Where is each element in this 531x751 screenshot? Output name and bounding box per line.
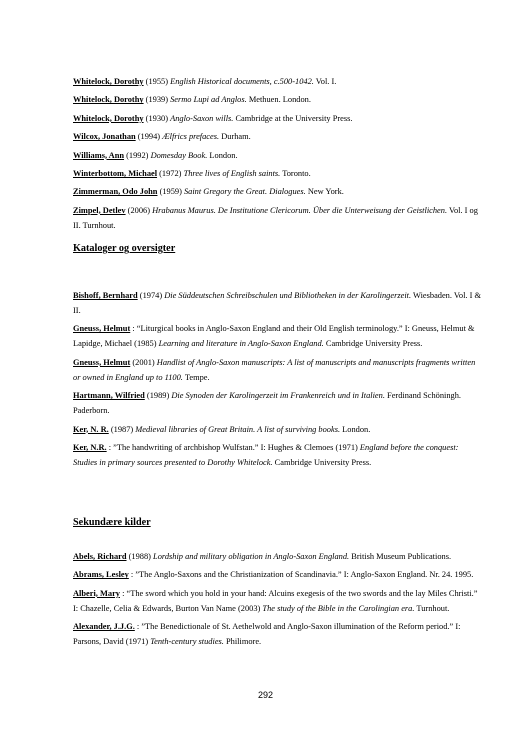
- entry-text: Turnhout.: [414, 603, 450, 613]
- entry-text: London.: [207, 150, 238, 160]
- entry-author: Abels, Richard: [73, 552, 127, 561]
- entry-author: Gneuss, Helmut: [73, 324, 131, 334]
- entry-text: New York.: [305, 187, 344, 197]
- entry-author: Winterbottom, Michael: [73, 168, 158, 178]
- entry-title: Ælfrics prefaces.: [162, 132, 220, 142]
- entry-title: Anglo-Saxon wills.: [170, 113, 234, 123]
- entry-author: Whitelock, Dorothy: [73, 95, 144, 105]
- entry-author: Whitelock, Dorothy: [73, 113, 144, 123]
- bibliography-entry: [73, 549, 483, 564]
- bibliography-entry: [73, 321, 483, 351]
- entry-text: Wiesbaden. Vol. I & II.: [73, 291, 481, 315]
- entry-text: British Museum Publications.: [349, 552, 452, 561]
- page-number: 292: [257, 690, 274, 700]
- bibliography-entry: [73, 440, 483, 470]
- entry-title: Tenth-century studies.: [150, 637, 224, 647]
- entry-text: (2001): [130, 357, 157, 367]
- bibliography-entry: [73, 355, 483, 385]
- section-heading-kataloger: Kataloger og oversigter: [73, 243, 176, 254]
- entry-author: Gneuss, Helmut: [73, 357, 131, 367]
- entry-text: : ”The Anglo-Saxons and the Christianization of Scandinavia.” I: Anglo-Saxon England. Nr. 24. 1995.: [128, 570, 474, 580]
- entry-text: Vol. I og II. Turnhout.: [73, 205, 478, 230]
- entry-text: Cambridge University Press.: [323, 339, 423, 349]
- entry-author: Ker, N.R.: [73, 442, 107, 452]
- bibliography-list-catalogues: [73, 288, 483, 470]
- bibliography-entry: [73, 129, 483, 144]
- entry-text: (1930): [143, 113, 171, 123]
- entry-text: : “Liturgical books in Anglo-Saxon England and their Old English terminology.” I: Gneuss, Helmut & Lapidge, Michael (1985): [73, 324, 475, 349]
- entry-title: Learning and literature in Anglo-Saxon England.: [158, 339, 324, 349]
- bibliography-entry: [73, 148, 483, 163]
- bibliography-entry: [73, 203, 483, 233]
- entry-text: (2006): [125, 205, 153, 215]
- entry-title: Sermo Lupi ad Anglos.: [170, 95, 247, 105]
- entry-text: Toronto.: [280, 168, 311, 178]
- entry-text: (1987): [108, 424, 136, 434]
- section-heading-sekundaere: Sekundære kilder: [73, 517, 151, 528]
- entry-text: (1974): [137, 291, 165, 300]
- entry-text: : “The sword which you hold in your hand: Alcuins exegesis of the two swords and the lay Miles Christi.” I: Chazelle, Celia & Edwards, Burton Van Name (2003): [73, 588, 478, 613]
- entry-text: (1992): [124, 150, 151, 160]
- entry-title: Hrabanus Maurus. De Institutione Clericorum. Über die Unterweisung der Geistlichen.: [152, 205, 448, 215]
- bibliography-list-primary: [73, 74, 483, 233]
- entry-text: London.: [340, 424, 371, 434]
- bibliography-list-secondary: [73, 549, 483, 649]
- entry-text: (1939): [143, 95, 171, 105]
- entry-text: Durham.: [219, 132, 251, 142]
- entry-title: Handlist of Anglo-Saxon manuscripts: A list of manuscripts and manuscripts fragments written or owned in England up to 1100.: [73, 357, 476, 382]
- bibliography-entry: [73, 74, 483, 89]
- entry-author: Hartmann, Wilfried: [73, 391, 145, 401]
- entry-author: Bishoff, Bernhard: [73, 291, 138, 300]
- entry-text: (1994): [135, 132, 163, 142]
- entry-text: Philimore.: [223, 637, 262, 647]
- entry-text: Methuen. London.: [246, 95, 311, 105]
- entry-author: Wilcox, Jonathan: [73, 132, 136, 142]
- entry-text: (1989): [144, 391, 172, 401]
- entry-author: Alberi, Mary: [73, 588, 120, 598]
- bibliography-entry: [73, 92, 483, 107]
- entry-author: Abrams, Lesley: [73, 570, 129, 580]
- bibliography-entry: [73, 388, 483, 418]
- bibliography-entry: [73, 619, 483, 649]
- entry-title: The study of the Bible in the Carolingian era.: [262, 603, 415, 613]
- entry-text: Ferdinand Schöningh. Paderborn.: [73, 391, 462, 416]
- entry-author: Zimmerman, Odo John: [73, 187, 158, 197]
- bibliography-entry: [73, 111, 483, 126]
- entry-text: Cambridge at the University Press.: [233, 113, 353, 123]
- entry-text: Tempe.: [182, 372, 210, 382]
- entry-author: Zimpel, Detlev: [73, 205, 126, 215]
- entry-title: Die Synoden der Karolingerzeit im Frankenreich und in Italien.: [171, 391, 385, 401]
- entry-text: Vol. I.: [313, 77, 337, 86]
- entry-text: : ”The Benedictionale of St. Aethelwold and Anglo-Saxon illumination of the Reform period.” I: Parsons, David (1971): [73, 622, 461, 647]
- entry-text: : ”The handwriting of archbishop Wulfstan.” I: Hughes & Clemoes (1971): [106, 442, 360, 452]
- entry-text: (1959): [157, 187, 184, 197]
- entry-title: Die Süddeutschen Schreibschulen und Bibliotheken in der Karolingerzeit.: [164, 291, 412, 300]
- entry-author: Ker, N. R.: [73, 424, 109, 434]
- entry-text: Cambridge University Press.: [272, 457, 372, 467]
- entry-title: England before the conquest: Studies in primary sources presented to Dorothy Whitelock.: [73, 442, 459, 467]
- entry-title: Medieval libraries of Great Britain. A list of surviving books.: [135, 424, 341, 434]
- entry-author: Williams, Ann: [73, 150, 125, 160]
- bibliography-entry: [73, 567, 483, 582]
- bibliography-entry: [73, 422, 483, 437]
- entry-title: Lordship and military obligation in Anglo-Saxon England.: [153, 552, 350, 561]
- entry-title: Domesday Book.: [150, 150, 208, 160]
- entry-text: (1955): [143, 77, 171, 86]
- entry-title: Saint Gregory the Great. Dialogues.: [183, 187, 306, 197]
- bibliography-entry: [73, 184, 483, 199]
- bibliography-entry: [73, 586, 483, 616]
- entry-title: English Historical documents, c.500-1042.: [170, 77, 314, 86]
- entry-author: Whitelock, Dorothy: [73, 77, 144, 86]
- entry-title: Three lives of English saints.: [183, 168, 281, 178]
- entry-author: Alexander, J.J.G.: [73, 622, 135, 632]
- bibliography-entry: [73, 166, 483, 181]
- bibliography-entry: [73, 288, 483, 318]
- entry-text: (1988): [126, 552, 154, 561]
- entry-text: (1972): [157, 168, 184, 178]
